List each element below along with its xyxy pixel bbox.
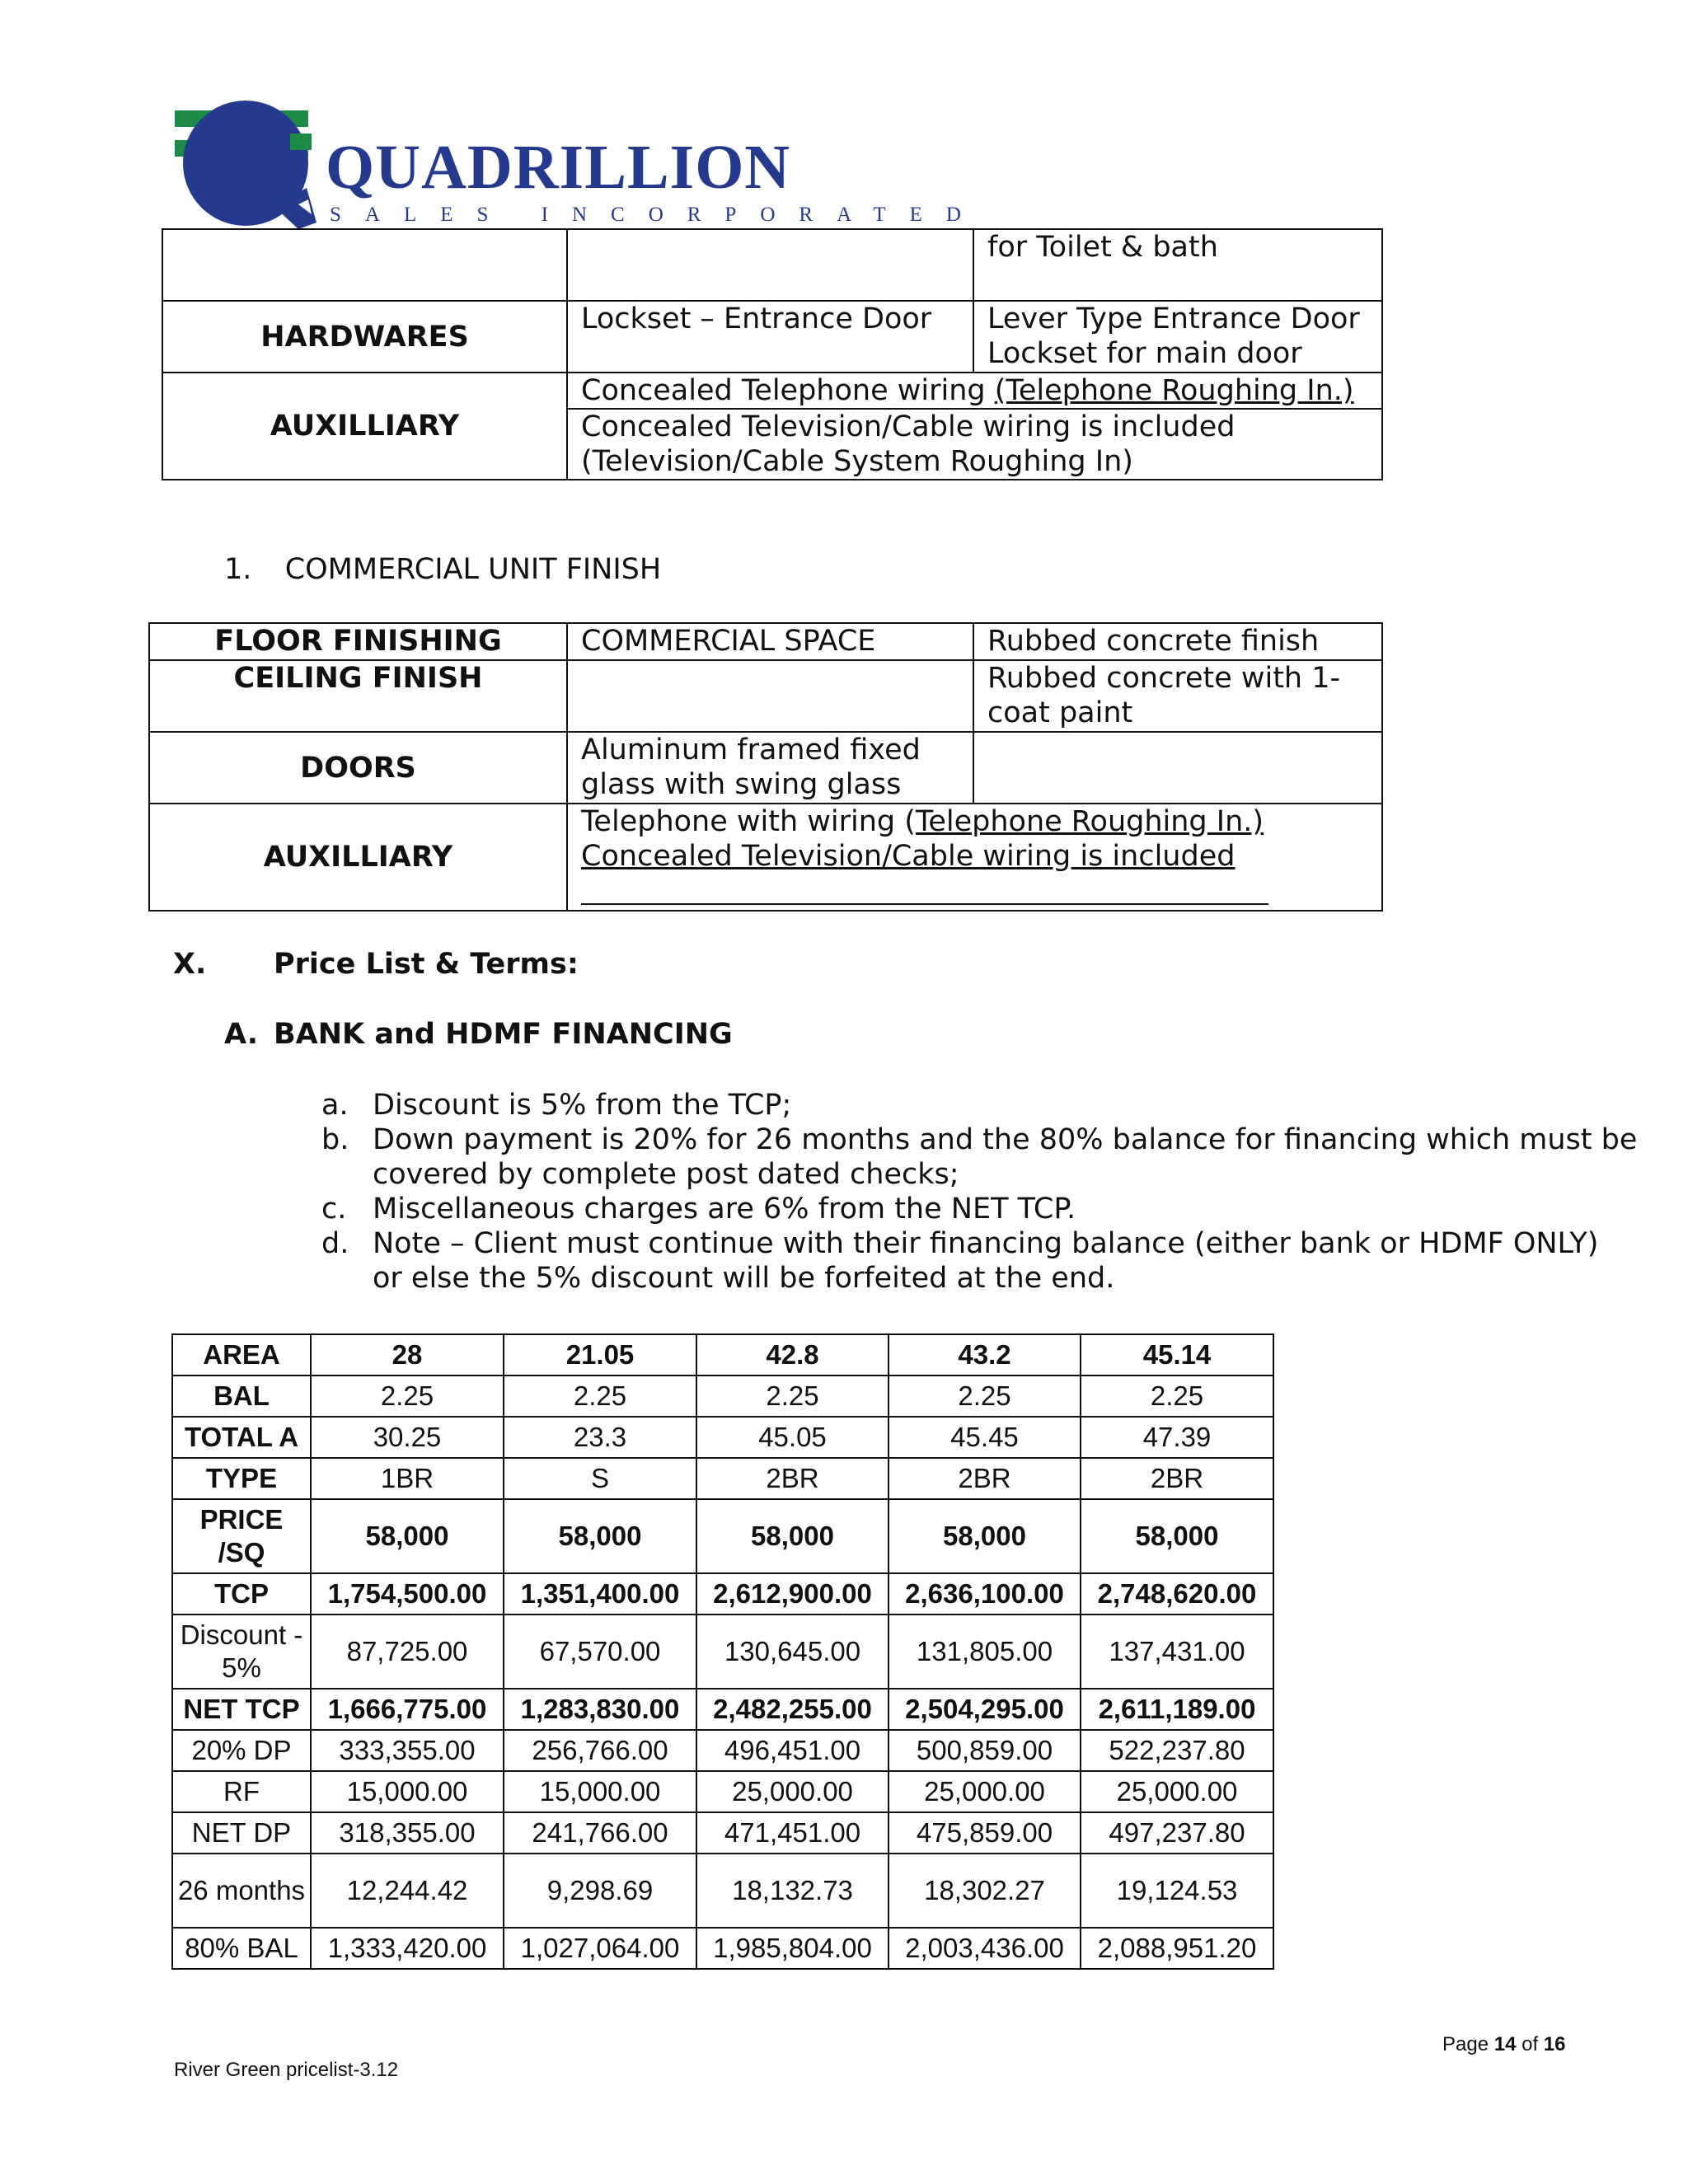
price-row-monthly xyxy=(172,1854,1273,1928)
commercial-heading xyxy=(224,552,661,587)
price-cell: 497,237.80 xyxy=(1081,1812,1273,1854)
table-row xyxy=(149,804,1382,911)
price-row-net-tcp xyxy=(172,1689,1273,1730)
row-label: 80% BAL xyxy=(172,1928,311,1969)
price-cell: 2BR xyxy=(889,1458,1081,1499)
price-cell: 25,000.00 xyxy=(696,1771,889,1812)
price-cell: 256,766.00 xyxy=(504,1730,696,1771)
blank-line xyxy=(581,874,1268,905)
table-row xyxy=(162,301,1382,373)
toilet-bath-cell: for Toilet & bath xyxy=(973,229,1382,301)
floor-finishing-desc: Rubbed concrete finish xyxy=(973,623,1382,660)
price-row-type xyxy=(172,1458,1273,1499)
price-cell: 9,298.69 xyxy=(504,1854,696,1928)
price-cell: 475,859.00 xyxy=(889,1812,1081,1854)
price-cell: 2,482,255.00 xyxy=(696,1689,889,1730)
price-cell: 2.25 xyxy=(311,1376,504,1417)
price-row-dp xyxy=(172,1730,1273,1771)
price-table xyxy=(171,1333,1274,1970)
price-cell: 1,754,500.00 xyxy=(311,1573,504,1615)
price-cell: 1,985,804.00 xyxy=(696,1928,889,1969)
table-row xyxy=(149,660,1382,732)
ceiling-finish-label: CEILING FINISH xyxy=(149,660,567,732)
commercial-heading-num: 1. xyxy=(224,553,252,586)
page-number: Page 14 of 16 xyxy=(1442,2033,1566,2055)
logo-subtitle: SALES INCORPORATED xyxy=(330,204,985,226)
row-label: RF xyxy=(172,1771,311,1812)
price-row-bal xyxy=(172,1376,1273,1417)
price-cell: 1BR xyxy=(311,1458,504,1499)
price-cell: 500,859.00 xyxy=(889,1730,1081,1771)
section-a-title: BANK and HDMF FINANCING xyxy=(274,1018,733,1051)
price-cell: 241,766.00 xyxy=(504,1812,696,1854)
price-cell: 1,666,775.00 xyxy=(311,1689,504,1730)
telephone-wiring-cell: Concealed Telephone wiring (Telephone Roughing In.) xyxy=(567,373,1382,409)
price-cell: 131,805.00 xyxy=(889,1615,1081,1689)
price-cell: 58,000 xyxy=(311,1499,504,1573)
price-cell: 30.25 xyxy=(311,1417,504,1458)
section-x-num: X. xyxy=(173,948,207,981)
price-cell: 19,124.53 xyxy=(1081,1854,1273,1928)
doors-desc: Aluminum framed fixed glass with swing glass xyxy=(567,732,973,804)
price-cell: 471,451.00 xyxy=(696,1812,889,1854)
price-cell: 1,333,420.00 xyxy=(311,1928,504,1969)
price-row-rf xyxy=(172,1771,1273,1812)
floor-finishing-label: FLOOR FINISHING xyxy=(149,623,567,660)
price-cell: 2,088,951.20 xyxy=(1081,1928,1273,1969)
price-cell: 2,636,100.00 xyxy=(889,1573,1081,1615)
price-row-total-a xyxy=(172,1417,1273,1458)
price-cell: 1,351,400.00 xyxy=(504,1573,696,1615)
commercial-finish-table xyxy=(148,622,1383,912)
auxilliary-label: AUXILLIARY xyxy=(162,373,567,480)
commercial-auxilliary-desc: Telephone with wiring (Telephone Roughing In.) Concealed Television/Cable wiring is included xyxy=(567,804,1382,911)
price-cell: S xyxy=(504,1458,696,1499)
table-row xyxy=(162,229,1382,301)
price-cell: 21.05 xyxy=(504,1334,696,1376)
price-cell: 1,027,064.00 xyxy=(504,1928,696,1969)
price-cell: 23.3 xyxy=(504,1417,696,1458)
price-cell: 47.39 xyxy=(1081,1417,1273,1458)
price-cell: 2.25 xyxy=(889,1376,1081,1417)
row-label: TOTAL A xyxy=(172,1417,311,1458)
price-cell: 18,132.73 xyxy=(696,1854,889,1928)
price-cell: 2.25 xyxy=(696,1376,889,1417)
row-label: PRICE /SQ xyxy=(172,1499,311,1573)
price-cell: 2,748,620.00 xyxy=(1081,1573,1273,1615)
price-row-net-dp xyxy=(172,1812,1273,1854)
price-cell: 45.05 xyxy=(696,1417,889,1458)
price-cell: 333,355.00 xyxy=(311,1730,504,1771)
logo-wordmark: QUADRILLION xyxy=(326,133,791,202)
price-row-price-sq xyxy=(172,1499,1273,1573)
document-name: River Green pricelist-3.12 xyxy=(174,2059,399,2081)
price-cell: 18,302.27 xyxy=(889,1854,1081,1928)
hardwares-label: HARDWARES xyxy=(162,301,567,373)
finish-spec-table xyxy=(162,228,1383,480)
hardwares-item: Lockset – Entrance Door xyxy=(567,301,973,373)
list-item: b. Down payment is 20% for 26 months and the 80% balance for financing which must be covered by complete post dated checks; xyxy=(321,1123,1638,1191)
price-cell: 2,611,189.00 xyxy=(1081,1689,1273,1730)
price-cell: 2BR xyxy=(696,1458,889,1499)
price-cell: 2BR xyxy=(1081,1458,1273,1499)
table-row xyxy=(149,732,1382,804)
price-cell: 58,000 xyxy=(1081,1499,1273,1573)
price-cell: 87,725.00 xyxy=(311,1615,504,1689)
price-cell: 58,000 xyxy=(504,1499,696,1573)
price-cell: 522,237.80 xyxy=(1081,1730,1273,1771)
commercial-heading-text: COMMERCIAL UNIT FINISH xyxy=(284,553,662,586)
row-label: 20% DP xyxy=(172,1730,311,1771)
price-cell: 2.25 xyxy=(1081,1376,1273,1417)
row-label: Discount - 5% xyxy=(172,1615,311,1689)
section-x-title: Price List & Terms: xyxy=(274,948,579,981)
price-row-balance xyxy=(172,1928,1273,1969)
price-row-discount xyxy=(172,1615,1273,1689)
price-cell: 496,451.00 xyxy=(696,1730,889,1771)
row-label: TYPE xyxy=(172,1458,311,1499)
row-label: NET DP xyxy=(172,1812,311,1854)
list-item: d. Note – Client must continue with their financing balance (either bank or HDMF ONLY) or else the 5% discount will be forfeited at the end. xyxy=(321,1227,1599,1295)
price-cell: 1,283,830.00 xyxy=(504,1689,696,1730)
table-row xyxy=(149,623,1382,660)
table-row xyxy=(162,373,1382,409)
ceiling-finish-desc: Rubbed concrete with 1- coat paint xyxy=(973,660,1382,732)
list-item: c. Miscellaneous charges are 6% from the NET TCP. xyxy=(321,1193,1076,1226)
doors-label: DOORS xyxy=(149,732,567,804)
price-cell: 58,000 xyxy=(696,1499,889,1573)
row-label: 26 months xyxy=(172,1854,311,1928)
price-cell: 12,244.42 xyxy=(311,1854,504,1928)
terms-list xyxy=(321,1088,1637,1296)
section-a-num: A. xyxy=(224,1018,259,1051)
television-wiring-cell: Concealed Television/Cable wiring is included (Television/Cable System Roughing In) xyxy=(567,409,1382,480)
price-cell: 318,355.00 xyxy=(311,1812,504,1854)
row-label: AREA xyxy=(172,1334,311,1376)
price-cell: 15,000.00 xyxy=(311,1771,504,1812)
floor-finishing-space: COMMERCIAL SPACE xyxy=(567,623,973,660)
price-cell: 25,000.00 xyxy=(1081,1771,1273,1812)
price-cell: 25,000.00 xyxy=(889,1771,1081,1812)
list-item: a. Discount is 5% from the TCP; xyxy=(321,1089,792,1122)
price-cell: 130,645.00 xyxy=(696,1615,889,1689)
price-cell: 2,003,436.00 xyxy=(889,1928,1081,1969)
price-cell: 137,431.00 xyxy=(1081,1615,1273,1689)
hardwares-desc: Lever Type Entrance Door Lockset for main door xyxy=(973,301,1382,373)
price-cell: 2,612,900.00 xyxy=(696,1573,889,1615)
price-cell: 58,000 xyxy=(889,1499,1081,1573)
price-cell: 2,504,295.00 xyxy=(889,1689,1081,1730)
price-cell: 42.8 xyxy=(696,1334,889,1376)
price-cell: 15,000.00 xyxy=(504,1771,696,1812)
row-label: BAL xyxy=(172,1376,311,1417)
price-cell: 2.25 xyxy=(504,1376,696,1417)
row-label: TCP xyxy=(172,1573,311,1615)
row-label: NET TCP xyxy=(172,1689,311,1730)
price-cell: 67,570.00 xyxy=(504,1615,696,1689)
price-cell: 43.2 xyxy=(889,1334,1081,1376)
commercial-auxilliary-label: AUXILLIARY xyxy=(149,804,567,911)
price-row-tcp xyxy=(172,1573,1273,1615)
price-cell: 45.14 xyxy=(1081,1334,1273,1376)
price-row-area xyxy=(172,1334,1273,1376)
price-cell: 28 xyxy=(311,1334,504,1376)
price-cell: 45.45 xyxy=(889,1417,1081,1458)
